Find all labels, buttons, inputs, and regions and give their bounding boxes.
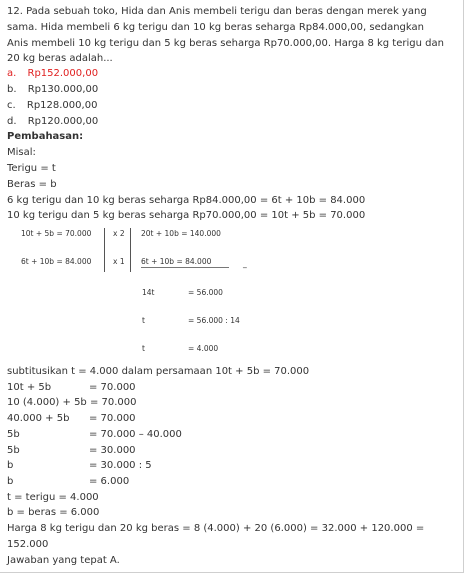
subst-right: = 70.000 — [89, 413, 136, 424]
subst-left: 40.000 + 5b — [7, 413, 70, 424]
option-letter: d. — [7, 116, 17, 127]
elim-left-2: 6t + 10b = 84.000 — [21, 257, 92, 266]
b-result: b = beras = 6.000 — [7, 507, 100, 518]
definition-t: Terigu = t — [7, 163, 56, 174]
subst-right: = 30.000 : 5 — [89, 460, 152, 471]
elim-divider-right — [130, 228, 131, 272]
option-letter: b. — [7, 84, 17, 95]
question-line-1: 12. Pada sebuah toko, Hida dan Anis membeli terigu dan beras dengan merek yang — [7, 6, 427, 17]
option-letter: c. — [7, 100, 16, 111]
subst-right: = 30.000 — [89, 445, 136, 456]
subst-left: b — [7, 476, 14, 487]
elim-result-2-left: t — [142, 316, 145, 325]
final-calc-line-2: 152.000 — [7, 539, 49, 550]
elim-result-1-left: 14t — [142, 288, 155, 297]
elim-minus-sign: _ — [243, 259, 247, 268]
option-letter: a. — [7, 68, 17, 79]
option-a — [7, 68, 98, 80]
elim-mult-2: x 1 — [113, 257, 125, 266]
elim-result-line — [141, 267, 229, 268]
option-c — [7, 100, 97, 112]
subst-row: 10 (4.000) + 5b = 70.000 — [7, 397, 137, 408]
question-line-2: sama. Hida membeli 6 kg terigu dan 10 kg beras seharga Rp84.000,00, sedangkan — [7, 22, 424, 33]
option-text: Rp128.000,00 — [26, 100, 98, 111]
option-text: Rp130.000,00 — [27, 84, 99, 95]
elim-mult-1: x 2 — [113, 229, 125, 238]
question-line-4: 20 kg beras adalah... — [7, 53, 113, 64]
subst-right: = 70.000 — [89, 382, 136, 393]
subst-left: b — [7, 460, 14, 471]
subst-left: 5b — [7, 445, 20, 456]
answer-statement: Jawaban yang tepat A. — [7, 555, 120, 566]
t-result: t = terigu = 4.000 — [7, 492, 99, 503]
substitution-intro: subtitusikan t = 4.000 dalam persamaan 10t + 5b = 70.000 — [7, 366, 310, 377]
subst-left: 5b — [7, 429, 20, 440]
elim-result-2-right: = 56.000 : 14 — [188, 316, 240, 325]
subst-right: = 70.000 – 40.000 — [89, 429, 182, 440]
option-text: Rp120.000,00 — [27, 116, 99, 127]
subst-row — [7, 382, 51, 394]
option-b — [7, 84, 98, 96]
equation-2: 10 kg terigu dan 5 kg beras seharga Rp70.000,00 = 10t + 5b = 70.000 — [7, 210, 366, 221]
equation-1: 6 kg terigu dan 10 kg beras seharga Rp84.000,00 = 6t + 10b = 84.000 — [7, 195, 366, 206]
option-text: Rp152.000,00 — [27, 68, 99, 79]
final-calc-line-1: Harga 8 kg terigu dan 20 kg beras = 8 (4.000) + 20 (6.000) = 32.000 + 120.000 = — [7, 523, 425, 534]
option-d — [7, 116, 98, 128]
elim-right-1: 20t + 10b = 140.000 — [141, 229, 221, 238]
elim-right-2: 6t + 10b = 84.000 — [141, 257, 212, 266]
elim-divider-left — [104, 228, 105, 272]
elim-result-1-right: = 56.000 — [188, 288, 223, 297]
elim-left-1: 10t + 5b = 70.000 — [21, 229, 92, 238]
subst-right: = 6.000 — [89, 476, 130, 487]
definition-b: Beras = b — [7, 179, 57, 190]
question-line-3: Anis membeli 10 kg terigu dan 5 kg beras seharga Rp70.000,00. Harga 8 kg terigu dan — [7, 38, 444, 49]
solution-heading: Pembahasan: — [7, 131, 84, 142]
elim-result-3-right: = 4.000 — [188, 344, 219, 353]
elim-result-3-left: t — [142, 344, 145, 353]
misal-label: Misal: — [7, 147, 36, 158]
subst-left: 10t + 5b — [7, 382, 52, 393]
